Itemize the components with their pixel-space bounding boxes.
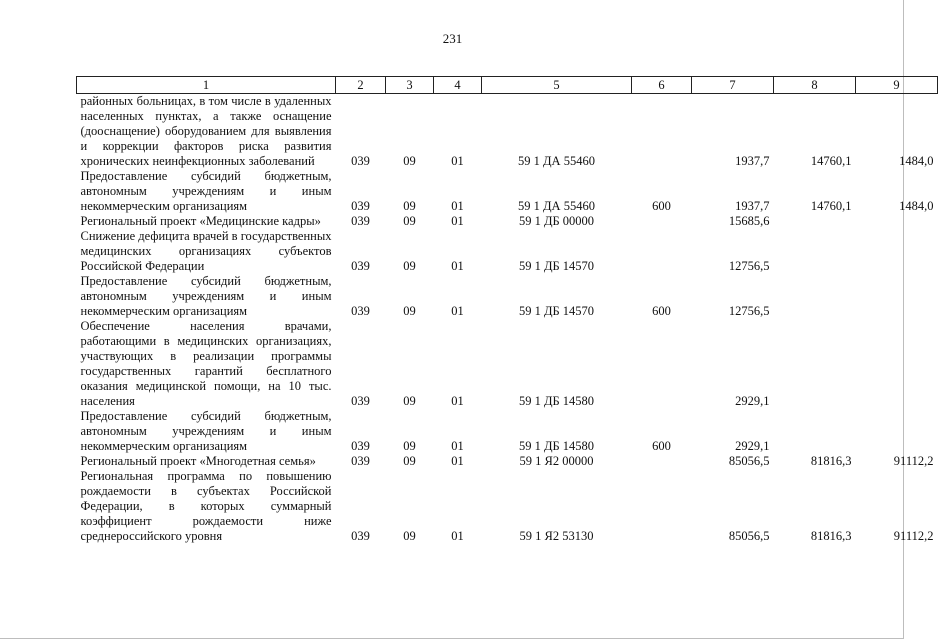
cell-amount-3 [856, 229, 938, 274]
table-row [77, 94, 938, 170]
cell-section: 09 [403, 199, 416, 213]
cell-amount-3 [856, 274, 938, 319]
cell-subsection: 01 [451, 304, 464, 318]
column-header: 1 [77, 77, 336, 94]
cell-amount-1: 2929,1 [735, 394, 770, 408]
cell-amount-3: 91112,2 [893, 529, 934, 543]
cell-target-article: 59 1 ДА 55460 [518, 199, 595, 213]
cell-ministry: 039 [351, 304, 370, 318]
row-description: Региональная программа по повышению рождаемости в субъектах Российской Федерации, в которых суммарный коэффициент рождаемости ниже среднероссийского уровня [80, 469, 332, 543]
cell-ministry: 039 [351, 439, 370, 453]
cell-target-article: 59 1 Я2 53130 [519, 529, 594, 543]
cell-expense-type: 600 [652, 304, 671, 318]
cell-subsection: 01 [451, 154, 464, 168]
cell-subsection: 01 [451, 199, 464, 213]
cell-amount-2: 81816,3 [810, 454, 852, 468]
cell-subsection: 01 [451, 529, 464, 543]
cell-amount-2: 81816,3 [810, 529, 852, 543]
cell-expense-type [632, 319, 692, 409]
row-description: Региональный проект «Медицинские кадры» [80, 214, 321, 228]
page-number: 231 [442, 31, 463, 46]
cell-subsection: 01 [451, 454, 464, 468]
cell-expense-type [632, 94, 692, 170]
cell-target-article: 59 1 ДБ 14580 [518, 439, 595, 453]
cell-amount-1: 85056,5 [728, 529, 770, 543]
cell-amount-2: 14760,1 [810, 154, 852, 168]
column-header: 8 [774, 77, 856, 94]
cell-target-article: 59 1 ДБ 14570 [518, 304, 595, 318]
cell-amount-2 [774, 319, 856, 409]
cell-ministry: 039 [351, 454, 370, 468]
cell-expense-type [632, 214, 692, 229]
cell-section: 09 [403, 304, 416, 318]
cell-target-article: 59 1 ДБ 14580 [518, 394, 595, 408]
row-description: Региональный проект «Многодетная семья» [80, 454, 316, 468]
table-row [77, 229, 938, 274]
cell-amount-1: 12756,5 [728, 259, 770, 273]
column-header: 7 [692, 77, 774, 94]
cell-ministry: 039 [351, 394, 370, 408]
cell-amount-2 [774, 274, 856, 319]
cell-amount-1: 85056,5 [728, 454, 770, 468]
cell-ministry: 039 [351, 529, 370, 543]
table-row [77, 214, 938, 229]
table-row [77, 454, 938, 469]
column-header: 2 [336, 77, 386, 94]
cell-amount-3 [856, 214, 938, 229]
cell-amount-1: 12756,5 [728, 304, 770, 318]
row-description: Предоставление субсидий бюджетным, автономным учреждениям и иным некоммерческим организациям [80, 274, 332, 318]
table-row [77, 274, 938, 319]
cell-expense-type [632, 229, 692, 274]
cell-amount-1: 2929,1 [735, 439, 770, 453]
cell-target-article: 59 1 ДБ 14570 [518, 259, 595, 273]
cell-ministry: 039 [351, 214, 370, 228]
budget-table [76, 76, 938, 544]
cell-expense-type [632, 469, 692, 544]
cell-target-article: 59 1 ДА 55460 [518, 154, 595, 168]
cell-amount-3 [856, 409, 938, 454]
cell-subsection: 01 [451, 214, 464, 228]
row-description: районных больницах, в том числе в удаленных населенных пунктах, а также оснащение (дооснащение) оборудованием для выявления и коррекции факторов риска развития хронических неинфекционных заболеваний [80, 94, 332, 168]
row-description: Обеспечение населения врачами, работающими в медицинских организациях, участвующих в реализации программы государственных гарантий бесплатного оказания медицинской помощи, на 10 тыс. населения [80, 319, 332, 408]
cell-section: 09 [403, 259, 416, 273]
cell-section: 09 [403, 394, 416, 408]
cell-section: 09 [403, 529, 416, 543]
row-description: Предоставление субсидий бюджетным, автономным учреждениям и иным некоммерческим организациям [80, 169, 332, 213]
column-header: 4 [434, 77, 482, 94]
cell-section: 09 [403, 439, 416, 453]
row-description: Снижение дефицита врачей в государственных медицинских организациях субъектов Российской Федерации [80, 229, 332, 273]
cell-amount-2 [774, 214, 856, 229]
cell-amount-3: 91112,2 [893, 454, 934, 468]
cell-expense-type: 600 [652, 199, 671, 213]
table-row [77, 319, 938, 409]
cell-subsection: 01 [451, 439, 464, 453]
table-row [77, 169, 938, 214]
table-row [77, 409, 938, 454]
cell-section: 09 [403, 454, 416, 468]
cell-amount-3 [856, 319, 938, 409]
cell-target-article: 59 1 ДБ 00000 [518, 214, 595, 228]
column-number-header [77, 77, 938, 94]
column-header: 9 [856, 77, 938, 94]
cell-amount-3: 1484,0 [899, 199, 934, 213]
cell-amount-3: 1484,0 [899, 154, 934, 168]
cell-amount-2: 14760,1 [810, 199, 852, 213]
cell-ministry: 039 [351, 259, 370, 273]
column-header: 3 [386, 77, 434, 94]
column-header: 6 [632, 77, 692, 94]
cell-amount-1: 1937,7 [735, 154, 770, 168]
row-description: Предоставление субсидий бюджетным, автономным учреждениям и иным некоммерческим организациям [80, 409, 332, 453]
cell-amount-2 [774, 409, 856, 454]
cell-amount-1: 15685,6 [728, 214, 770, 228]
cell-amount-1: 1937,7 [735, 199, 770, 213]
cell-section: 09 [403, 214, 416, 228]
cell-expense-type: 600 [652, 439, 671, 453]
cell-amount-2 [774, 229, 856, 274]
column-header: 5 [482, 77, 632, 94]
cell-expense-type [632, 454, 692, 469]
cell-subsection: 01 [451, 259, 464, 273]
cell-subsection: 01 [451, 394, 464, 408]
cell-ministry: 039 [351, 154, 370, 168]
cell-ministry: 039 [351, 199, 370, 213]
cell-target-article: 59 1 Я2 00000 [519, 454, 594, 468]
cell-section: 09 [403, 154, 416, 168]
table-row [77, 469, 938, 544]
